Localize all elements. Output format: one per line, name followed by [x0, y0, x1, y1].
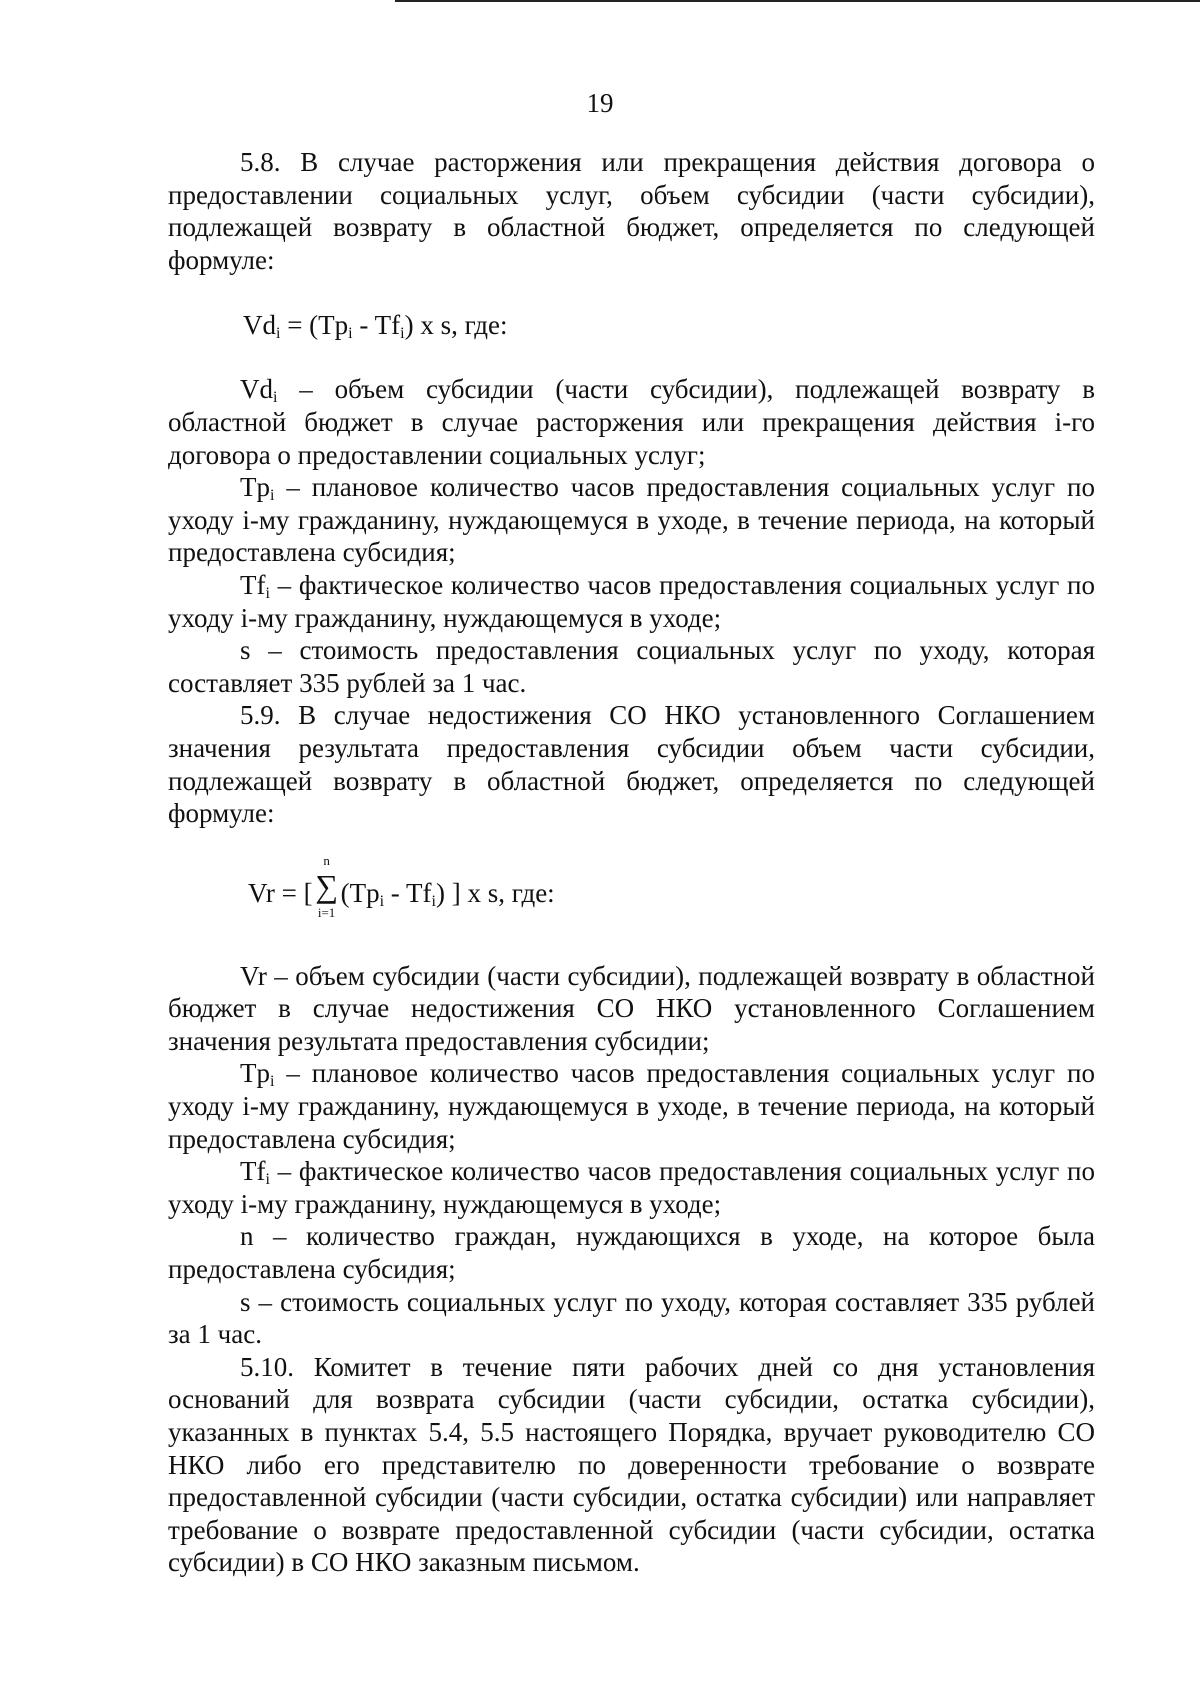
page-number: 19 [586, 88, 614, 118]
definition-symbol: Vd [240, 374, 273, 405]
formula-subscript: i [379, 892, 385, 910]
definition-vr: Vr – объем субсидии (части субсидии), подлежащей возврату в областной бюджет в случае недостижения СО НКО установленного Соглашением значения результата предоставления субсидии; [168, 960, 1095, 1056]
formula-vr-body [341, 877, 555, 909]
formula-part: - Tf [352, 310, 401, 341]
definition-text: – плановое количество часов предоставления социальных услуг по уходу i-му гражданину, нуждающемуся в уходе, в течение периода, на который предоставлена субсидия; [168, 1058, 1095, 1154]
document-body [168, 146, 1095, 1579]
definition-text: – плановое количество часов предоставления социальных услуг по уходу i-му гражданину, нуждающемуся в уходе, в течение периода, на который предоставлена субсидия; [168, 472, 1095, 568]
definition-s-1: s – стоимость предоставления социальных услуг по уходу, которая составляет 335 рублей за 1 час. [168, 635, 1095, 698]
definition-tp-2 [168, 1057, 1095, 1155]
formula-vd-symbol: Vd [243, 310, 276, 341]
formula-vd [243, 309, 1095, 341]
formula-vr [248, 854, 1095, 932]
definition-vd [168, 373, 1095, 471]
formula-part: ) x s, где: [404, 310, 508, 341]
formula-part: ) ] x s, где: [435, 877, 555, 908]
definition-tf-2 [168, 1155, 1095, 1220]
definition-tf-1 [168, 569, 1095, 634]
formula-subscript: i [276, 325, 281, 343]
definition-subscript: i [265, 1171, 270, 1189]
paragraph-5-8: 5.8. В случае расторжения или прекращения действия договора о предоставлении социальных услуг, объем субсидии (части субсидии), подлежащей возврату в областной бюджет, определяется по следующей формуле: [168, 147, 1095, 275]
paragraph-5-9: 5.9. В случае недостижения СО НКО установленного Соглашением значения результата предоставления субсидии объем части субсидии, подлежащей возврату в областной бюджет, определяется по следующей формуле: [168, 700, 1095, 829]
formula-part: = (Tp [280, 310, 349, 341]
formula-part: - Tf [384, 877, 432, 908]
definition-tp-1 [168, 471, 1095, 569]
definition-subscript: i [270, 1073, 275, 1091]
definition-text: – фактическое количество часов предоставления социальных услуг по уходу i-му гражданину, нуждающемуся в уходе; [168, 1156, 1095, 1219]
definition-symbol: Tf [240, 569, 266, 600]
definition-symbol: Tf [240, 1156, 266, 1187]
formula-subscript: i [348, 325, 353, 343]
definition-n: n – количество граждан, нуждающихся в уходе, на которое была предоставлена субсидия; [168, 1221, 1095, 1285]
definition-s-2: s – стоимость социальных услуг по уходу, которая составляет 335 рублей за 1 час. [168, 1286, 1095, 1350]
definition-text: – фактическое количество часов предоставления социальных услуг по уходу i-му гражданину, нуждающемуся в уходе; [168, 569, 1095, 633]
paragraph-5-10: 5.10. Комитет в течение пяти рабочих дней со дня установления оснований для возврата субсидии (части субсидии, остатка субсидии), указанных в пунктах 5.4, 5.5 настоящего Порядка, вручает руководителю СО НКО либо его представителю по доверенности требование о возврате предоставленной субсидии (части субсидии, остатка субсидии) или направляет требование о возврате предоставленной субсидии (части субсидии, остатка субсидии) в СО НКО заказным письмом. [168, 1351, 1095, 1578]
formula-vr-symbol: Vr = [ [248, 877, 313, 908]
formula-subscript: i [431, 892, 436, 910]
summation-upper-limit: n [323, 852, 330, 868]
formula-subscript: i [400, 325, 405, 343]
definition-subscript: i [273, 389, 278, 407]
definition-subscript: i [270, 487, 275, 505]
summation-sign: ∑ [315, 867, 338, 904]
formula-part: (Tp [340, 877, 380, 908]
definition-symbol: Tp [240, 472, 270, 503]
summation-lower-limit: i=1 [317, 904, 336, 920]
definition-text: – объем субсидии (части субсидии), подлежащей возврату в областной бюджет в случае расторжения или прекращения действия i-го договора о предоставлении социальных услуг; [168, 374, 1095, 470]
summation-operator [313, 854, 341, 932]
definition-subscript: i [265, 584, 270, 602]
definition-symbol: Tp [240, 1058, 270, 1089]
top-border-line [395, 0, 1200, 2]
